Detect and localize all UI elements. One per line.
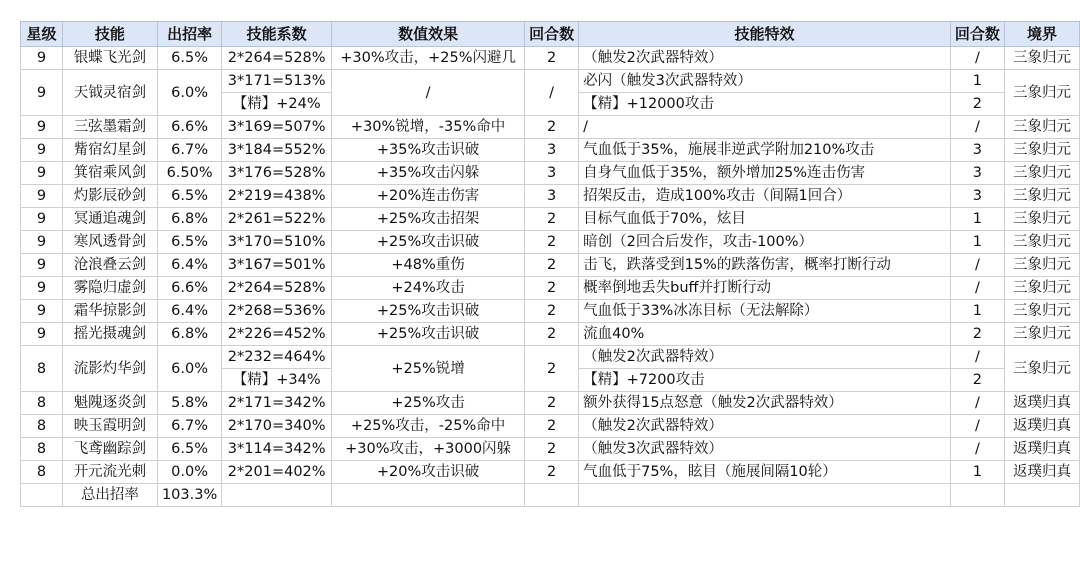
table-row <box>21 139 1080 162</box>
skill-name-cell: 银蝶飞光剑 <box>62 47 157 70</box>
star-cell: 8 <box>21 415 63 438</box>
coef-cell: 3*170=510% <box>222 231 332 254</box>
rate-cell: 6.4% <box>157 300 221 323</box>
total-blank-cell <box>1004 484 1079 507</box>
header-special: 技能特效 <box>579 22 951 47</box>
special-turns-cell: / <box>950 116 1004 139</box>
effect-cell: +48%重伤 <box>332 254 525 277</box>
special-turns-cell: 3 <box>950 162 1004 185</box>
realm-cell: 三象归元 <box>1004 162 1079 185</box>
table-row <box>21 323 1080 346</box>
star-cell: 9 <box>21 231 63 254</box>
effect-cell: / <box>332 70 525 116</box>
special-cell: 流血40% <box>579 323 951 346</box>
header-coef: 技能系数 <box>222 22 332 47</box>
special-turns-cell: / <box>950 277 1004 300</box>
turns-cell: 2 <box>525 47 579 70</box>
header-rate: 出招率 <box>157 22 221 47</box>
table-row <box>21 277 1080 300</box>
realm-cell: 返璞归真 <box>1004 415 1079 438</box>
rate-cell: 6.5% <box>157 47 221 70</box>
skill-name-cell: 飞鸢幽踪剑 <box>62 438 157 461</box>
special-cell: 击飞，跌落受到15%的跌落伤害，概率打断行动 <box>579 254 951 277</box>
turns-cell: / <box>525 70 579 116</box>
table-row <box>21 185 1080 208</box>
effect-cell: +35%攻击识破 <box>332 139 525 162</box>
skill-name-cell: 雾隐归虚剑 <box>62 277 157 300</box>
turns-cell: 2 <box>525 116 579 139</box>
special-turns-cell: 1 <box>950 461 1004 484</box>
rate-cell: 6.8% <box>157 323 221 346</box>
rate-cell: 6.4% <box>157 254 221 277</box>
turns-cell: 2 <box>525 392 579 415</box>
turns-cell: 2 <box>525 277 579 300</box>
effect-cell: +30%攻击，+25%闪避几 <box>332 47 525 70</box>
special-cell: （触发3次武器特效） <box>579 438 951 461</box>
realm-cell: 三象归元 <box>1004 254 1079 277</box>
star-cell: 9 <box>21 300 63 323</box>
special-turns-refine-cell: 2 <box>950 369 1004 392</box>
star-cell: 9 <box>21 323 63 346</box>
rate-cell: 6.5% <box>157 185 221 208</box>
effect-cell: +20%连击伤害 <box>332 185 525 208</box>
table-row <box>21 415 1080 438</box>
turns-cell: 2 <box>525 323 579 346</box>
coef-refine-cell: 【精】+34% <box>222 369 332 392</box>
turns-cell: 2 <box>525 231 579 254</box>
special-cell: 招架反击，造成100%攻击（间隔1回合） <box>579 185 951 208</box>
special-turns-cell: 1 <box>950 231 1004 254</box>
special-turns-cell: / <box>950 438 1004 461</box>
star-cell: 8 <box>21 461 63 484</box>
table-row <box>21 392 1080 415</box>
coef-cell: 2*171=342% <box>222 392 332 415</box>
turns-cell: 2 <box>525 346 579 392</box>
total-blank-cell <box>950 484 1004 507</box>
effect-cell: +25%攻击招架 <box>332 208 525 231</box>
skill-name-cell: 箕宿乘风剑 <box>62 162 157 185</box>
special-cell: 气血低于33%冰冻目标（无法解除） <box>579 300 951 323</box>
rate-cell: 5.8% <box>157 392 221 415</box>
effect-cell: +25%攻击，-25%命中 <box>332 415 525 438</box>
special-cell: 自身气血低于35%，额外增加25%连击伤害 <box>579 162 951 185</box>
turns-cell: 2 <box>525 208 579 231</box>
header-special-turns: 回合数 <box>950 22 1004 47</box>
turns-cell: 2 <box>525 461 579 484</box>
effect-cell: +30%锐增，-35%命中 <box>332 116 525 139</box>
realm-cell: 三象归元 <box>1004 346 1079 392</box>
realm-cell: 三象归元 <box>1004 231 1079 254</box>
star-cell: 8 <box>21 346 63 392</box>
realm-cell: 返璞归真 <box>1004 461 1079 484</box>
total-blank-cell <box>579 484 951 507</box>
skill-name-cell: 魁隗逐炎剑 <box>62 392 157 415</box>
star-cell: 9 <box>21 277 63 300</box>
total-value-cell: 103.3% <box>157 484 221 507</box>
star-cell: 9 <box>21 139 63 162</box>
skill-name-cell: 三弦墨霜剑 <box>62 116 157 139</box>
star-cell: 8 <box>21 392 63 415</box>
realm-cell: 三象归元 <box>1004 116 1079 139</box>
skill-name-cell: 沧浪叠云剑 <box>62 254 157 277</box>
special-turns-cell: 1 <box>950 300 1004 323</box>
coef-cell: 2*261=522% <box>222 208 332 231</box>
rate-cell: 6.6% <box>157 116 221 139</box>
special-refine-cell: 【精】+12000攻击 <box>579 93 951 116</box>
special-turns-cell: / <box>950 415 1004 438</box>
special-cell: 气血低于75%，眩目（施展间隔10轮） <box>579 461 951 484</box>
table-row <box>21 47 1080 70</box>
table-row <box>21 208 1080 231</box>
effect-cell: +25%攻击识破 <box>332 300 525 323</box>
realm-cell: 三象归元 <box>1004 277 1079 300</box>
skill-name-cell: 流影灼华剑 <box>62 346 157 392</box>
star-cell: 9 <box>21 185 63 208</box>
special-cell: 概率倒地丢失buff并打断行动 <box>579 277 951 300</box>
coef-cell: 2*268=536% <box>222 300 332 323</box>
turns-cell: 2 <box>525 415 579 438</box>
effect-cell: +25%攻击识破 <box>332 231 525 254</box>
effect-cell: +30%攻击，+3000闪躲 <box>332 438 525 461</box>
realm-cell: 返璞归真 <box>1004 392 1079 415</box>
special-turns-cell: 3 <box>950 139 1004 162</box>
realm-cell: 三象归元 <box>1004 185 1079 208</box>
special-cell: 暗创（2回合后发作，攻击-100%） <box>579 231 951 254</box>
turns-cell: 2 <box>525 438 579 461</box>
table-row <box>21 162 1080 185</box>
turns-cell: 3 <box>525 185 579 208</box>
effect-cell: +25%攻击 <box>332 392 525 415</box>
table-row <box>21 461 1080 484</box>
rate-cell: 6.0% <box>157 70 221 116</box>
coef-cell: 2*232=464% <box>222 346 332 369</box>
special-cell: （触发2次武器特效） <box>579 47 951 70</box>
realm-cell: 三象归元 <box>1004 300 1079 323</box>
rate-cell: 6.7% <box>157 139 221 162</box>
coef-refine-cell: 【精】+24% <box>222 93 332 116</box>
special-cell: 气血低于35%，施展非逆武学附加210%攻击 <box>579 139 951 162</box>
rate-cell: 6.6% <box>157 277 221 300</box>
rate-cell: 0.0% <box>157 461 221 484</box>
header-skill: 技能 <box>62 22 157 47</box>
coef-cell: 3*114=342% <box>222 438 332 461</box>
effect-cell: +25%锐增 <box>332 346 525 392</box>
realm-cell: 返璞归真 <box>1004 438 1079 461</box>
header-row <box>21 22 1080 47</box>
rate-cell: 6.5% <box>157 231 221 254</box>
table-row <box>21 254 1080 277</box>
table-row <box>21 438 1080 461</box>
header-effect: 数值效果 <box>332 22 525 47</box>
realm-cell: 三象归元 <box>1004 323 1079 346</box>
star-cell: 9 <box>21 208 63 231</box>
special-cell: 额外获得15点怒意（触发2次武器特效） <box>579 392 951 415</box>
total-label-cell: 总出招率 <box>62 484 157 507</box>
coef-cell: 2*170=340% <box>222 415 332 438</box>
effect-cell: +25%攻击识破 <box>332 323 525 346</box>
realm-cell: 三象归元 <box>1004 70 1079 116</box>
total-blank-cell <box>222 484 332 507</box>
table-row <box>21 231 1080 254</box>
effect-cell: +20%攻击识破 <box>332 461 525 484</box>
table-row <box>21 300 1080 323</box>
effect-cell: +35%攻击闪躲 <box>332 162 525 185</box>
table-row <box>21 70 1080 93</box>
special-turns-cell: 1 <box>950 70 1004 93</box>
star-cell: 9 <box>21 116 63 139</box>
header-realm: 境界 <box>1004 22 1079 47</box>
rate-cell: 6.0% <box>157 346 221 392</box>
turns-cell: 2 <box>525 300 579 323</box>
coef-cell: 2*201=402% <box>222 461 332 484</box>
header-turns: 回合数 <box>525 22 579 47</box>
coef-cell: 3*167=501% <box>222 254 332 277</box>
skill-name-cell: 觜宿幻星剑 <box>62 139 157 162</box>
skill-name-cell: 开元流光刺 <box>62 461 157 484</box>
realm-cell: 三象归元 <box>1004 208 1079 231</box>
skill-name-cell: 冥通追魂剑 <box>62 208 157 231</box>
skill-name-cell: 天钺灵宿剑 <box>62 70 157 116</box>
rate-cell: 6.8% <box>157 208 221 231</box>
skill-table-body <box>21 47 1080 507</box>
rate-cell: 6.5% <box>157 438 221 461</box>
coef-cell: 2*264=528% <box>222 277 332 300</box>
star-cell: 9 <box>21 254 63 277</box>
total-blank-cell <box>21 484 63 507</box>
turns-cell: 3 <box>525 139 579 162</box>
coef-cell: 3*184=552% <box>222 139 332 162</box>
star-cell: 9 <box>21 162 63 185</box>
star-cell: 8 <box>21 438 63 461</box>
special-refine-cell: 【精】+7200攻击 <box>579 369 951 392</box>
total-blank-cell <box>525 484 579 507</box>
special-turns-cell: / <box>950 47 1004 70</box>
coef-cell: 2*219=438% <box>222 185 332 208</box>
special-cell: （触发2次武器特效） <box>579 415 951 438</box>
special-cell: 目标气血低于70%，炫目 <box>579 208 951 231</box>
coef-cell: 3*176=528% <box>222 162 332 185</box>
star-cell: 9 <box>21 47 63 70</box>
turns-cell: 3 <box>525 162 579 185</box>
turns-cell: 2 <box>525 254 579 277</box>
skill-name-cell: 寒风透骨剑 <box>62 231 157 254</box>
skill-name-cell: 摇光摄魂剑 <box>62 323 157 346</box>
special-turns-cell: 3 <box>950 185 1004 208</box>
special-turns-cell: / <box>950 346 1004 369</box>
special-turns-cell: / <box>950 392 1004 415</box>
special-turns-cell: 1 <box>950 208 1004 231</box>
special-turns-refine-cell: 2 <box>950 93 1004 116</box>
table-row <box>21 346 1080 369</box>
skill-table <box>20 21 1080 507</box>
effect-cell: +24%攻击 <box>332 277 525 300</box>
special-turns-cell: 2 <box>950 323 1004 346</box>
skill-table-container <box>20 21 1080 507</box>
total-row <box>21 484 1080 507</box>
rate-cell: 6.50% <box>157 162 221 185</box>
realm-cell: 三象归元 <box>1004 47 1079 70</box>
table-row <box>21 116 1080 139</box>
coef-cell: 2*226=452% <box>222 323 332 346</box>
rate-cell: 6.7% <box>157 415 221 438</box>
special-cell: （触发2次武器特效） <box>579 346 951 369</box>
skill-name-cell: 映玉霞明剑 <box>62 415 157 438</box>
special-cell: 必闪（触发3次武器特效） <box>579 70 951 93</box>
coef-cell: 3*171=513% <box>222 70 332 93</box>
special-cell: / <box>579 116 951 139</box>
realm-cell: 三象归元 <box>1004 139 1079 162</box>
skill-name-cell: 灼影辰砂剑 <box>62 185 157 208</box>
star-cell: 9 <box>21 70 63 116</box>
total-blank-cell <box>332 484 525 507</box>
special-turns-cell: / <box>950 254 1004 277</box>
header-star: 星级 <box>21 22 63 47</box>
coef-cell: 3*169=507% <box>222 116 332 139</box>
coef-cell: 2*264=528% <box>222 47 332 70</box>
skill-name-cell: 霜华掠影剑 <box>62 300 157 323</box>
